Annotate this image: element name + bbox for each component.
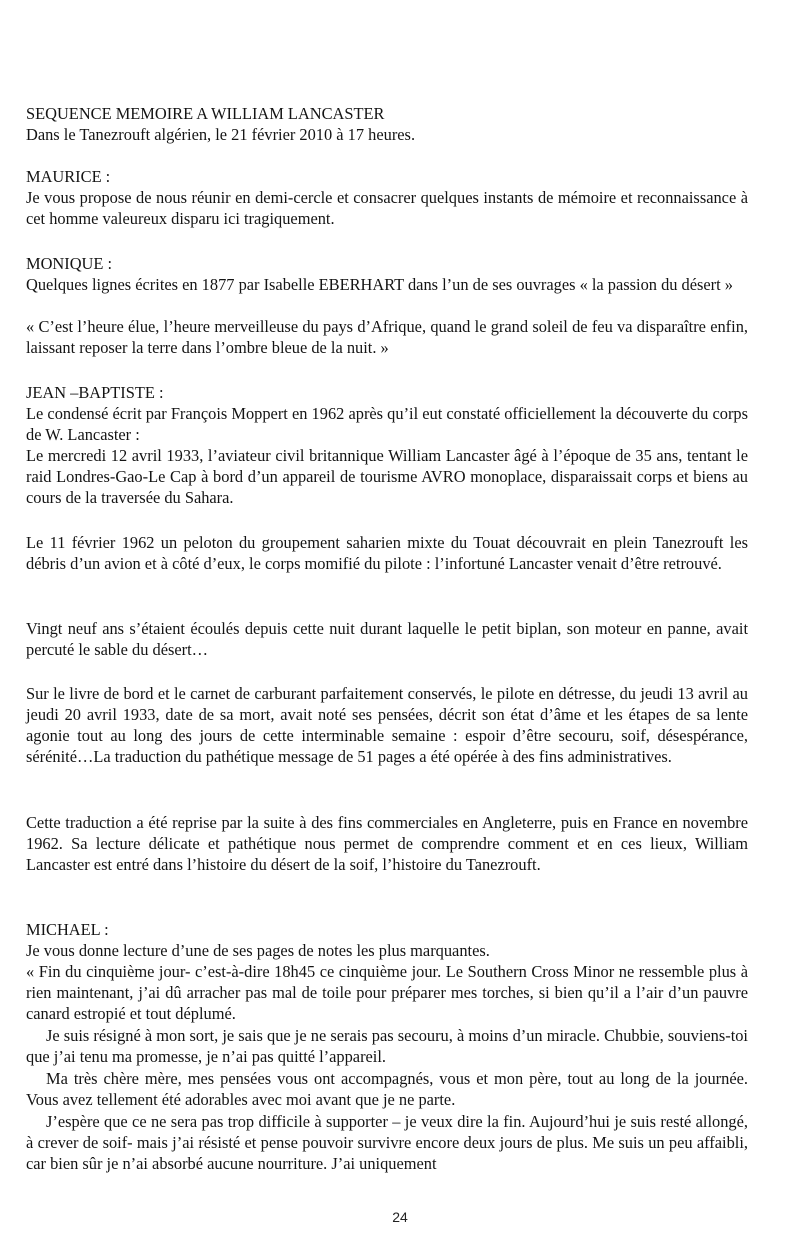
michael-paragraph-4: Ma très chère mère, mes pensées vous ont accompagnés, vous et mon père, tout au long de la journée. Vous avez tellement été adorables avec moi avant que je ne parte. xyxy=(26,1069,748,1109)
jean-baptiste-paragraph-1: Le condensé écrit par François Moppert en 1962 après qu’il eut constaté officiellement la découverte du corps de W. Lancaster : xyxy=(26,404,748,444)
page-number: 24 xyxy=(392,1209,408,1225)
monique-speaker: MONIQUE : xyxy=(26,254,113,273)
document-title: SEQUENCE MEMOIRE A WILLIAM LANCASTER xyxy=(26,104,385,123)
jean-baptiste-paragraph-3: Le 11 février 1962 un peloton du groupement saharien mixte du Touat découvrait en plein Tanezrouft les débris d’un avion et à côté d’eux, le corps momifié du pilote : l’infortuné Lancaster venait d’être retrouvé. xyxy=(26,533,748,573)
michael-paragraph-5: J’espère que ce ne sera pas trop difficile à supporter – je veux dire la fin. Aujourd’hui je suis resté allongé, à crever de soif- mais j’ai résisté et pense pouvoir survivre encore deux jours de plus. Me suis un peu affaibli, car bien sûr je n’ai absorbé aucune nourriture. J’ai uniquement xyxy=(26,1112,748,1173)
michael-paragraph-1: Je vous donne lecture d’une de ses pages de notes les plus marquantes. xyxy=(26,941,490,960)
maurice-speaker: MAURICE : xyxy=(26,167,111,186)
michael-speaker: MICHAEL : xyxy=(26,920,109,939)
jean-baptiste-paragraph-6: Cette traduction a été reprise par la suite à des fins commerciales en Angleterre, puis en France en novembre 1962. Sa lecture délicate et pathétique nous permet de comprendre comment et en ces lieux, William Lancaster est entré dans l’histoire du désert de la soif, l’histoire du Tanezrouft. xyxy=(26,813,748,874)
jean-baptiste-paragraph-5: Sur le livre de bord et le carnet de carburant parfaitement conservés, le pilote en détresse, du jeudi 13 avril au jeudi 20 avril 1933, date de sa mort, avait noté ses pensées, décrit son état d’âme et les étapes de sa lente agonie tout au long des jours de cette interminable semaine : espoir d’être secouru, soif, désespérance, sérénité…La traduction du pathétique message de 51 pages a été opérée à des fins administratives. xyxy=(26,684,748,766)
maurice-text: Je vous propose de nous réunir en demi-cercle et consacrer quelques instants de mémoire et reconnaissance à cet homme valeureux disparu ici tragiquement. xyxy=(26,188,748,228)
jean-baptiste-speaker: JEAN –BAPTISTE : xyxy=(26,383,164,402)
michael-paragraph-3: Je suis résigné à mon sort, je sais que je ne serais pas secouru, à moins d’un miracle. Chubbie, souviens-toi que j’ai tenu ma promesse, je n’ai pas quitté l’appareil. xyxy=(26,1026,748,1066)
document-subtitle: Dans le Tanezrouft algérien, le 21 février 2010 à 17 heures. xyxy=(26,125,416,144)
michael-paragraph-2: « Fin du cinquième jour- c’est-à-dire 18h45 ce cinquième jour. Le Southern Cross Minor ne ressemble plus à rien maintenant, j’ai dû arracher pas mal de toile pour préparer mes torches, si bien qu’il a l’air d’un pauvre canard estropié et tout déplumé. xyxy=(26,962,748,1023)
monique-paragraph-1: Quelques lignes écrites en 1877 par Isabelle EBERHART dans l’un de ses ouvrages « la passion du désert » xyxy=(26,275,733,294)
monique-paragraph-2: « C’est l’heure élue, l’heure merveilleuse du pays d’Afrique, quand le grand soleil de feu va disparaître enfin, laissant reposer la terre dans l’ombre bleue de la nuit. » xyxy=(26,317,748,357)
jean-baptiste-paragraph-2: Le mercredi 12 avril 1933, l’aviateur civil britannique William Lancaster âgé à l’époque de 35 ans, tentant le raid Londres-Gao-Le Cap à bord d’un appareil de tourisme AVRO monoplace, disparaissait corps et biens au cours de la traversée du Sahara. xyxy=(26,446,748,507)
document-title-block xyxy=(26,103,748,145)
jean-baptiste-paragraph-4: Vingt neuf ans s’étaient écoulés depuis cette nuit durant laquelle le petit biplan, son moteur en panne, avait percuté le sable du désert… xyxy=(26,619,748,659)
